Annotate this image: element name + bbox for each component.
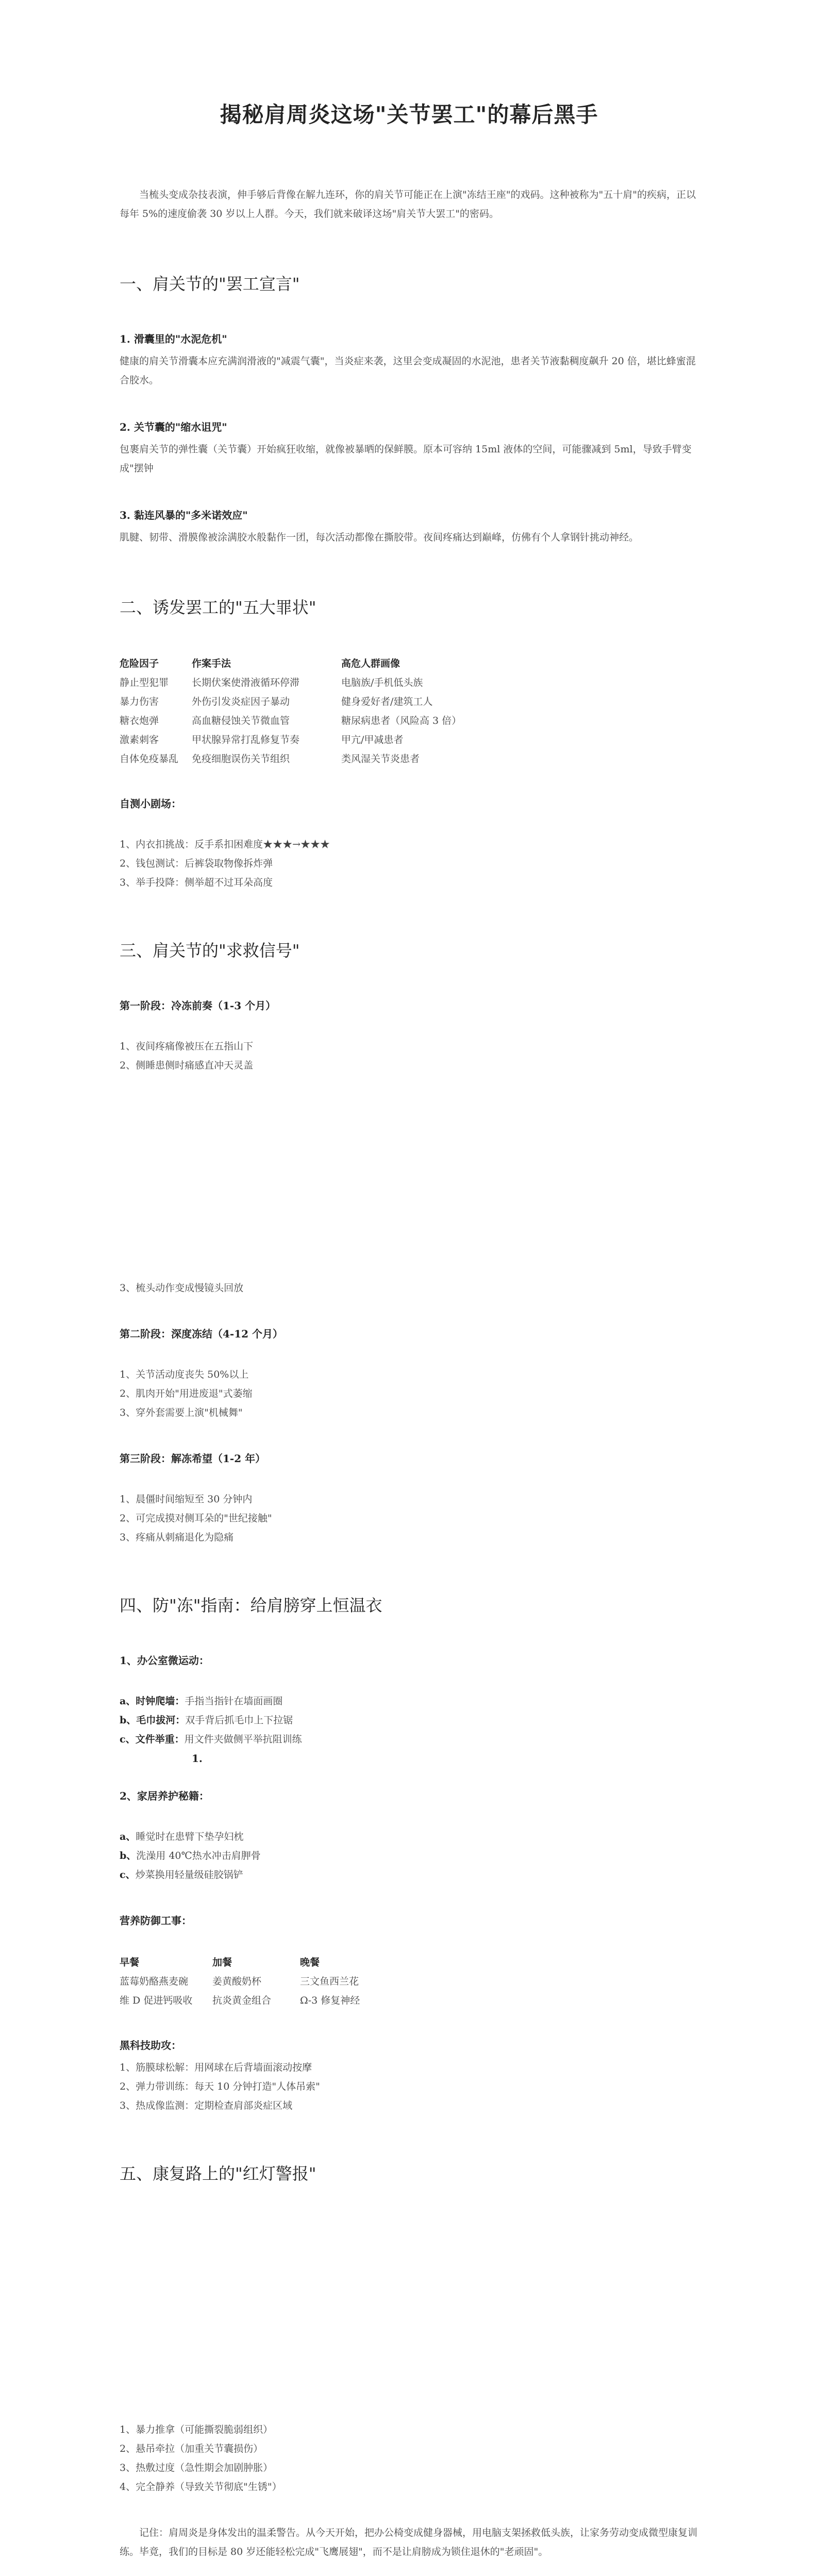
table-cell: 长期伏案使滑液循环停滞 xyxy=(192,677,300,688)
list-item: 1、关节活动度丧失 50%以上 xyxy=(120,1369,249,1380)
section-1 xyxy=(120,271,698,547)
table-header: 晚餐 xyxy=(300,1957,320,1968)
item-title: 3. 黏连风暴的"多米诺效应" xyxy=(120,509,248,521)
table-cell: 甲状腺异常打乱修复节奏 xyxy=(192,734,300,745)
page-title: 揭秘肩周炎这场"关节罢工"的幕后黑手 xyxy=(220,102,598,127)
list-item: 3、举手投降：侧举超不过耳朵高度 xyxy=(120,877,273,888)
list-item: c、文件举重：用文件夹做侧平举抗阻训练 xyxy=(120,1734,302,1745)
list-item: a、时钟爬墙：手指当指针在墙面画圈 xyxy=(120,1696,283,1707)
office-title: 1、办公室微运动： xyxy=(120,1654,209,1667)
table-cell: 静止型犯罪 xyxy=(120,677,169,688)
section-heading: 二、诱发罢工的"五大罪状" xyxy=(120,598,316,617)
nutrition-table xyxy=(120,1952,360,2009)
table-cell: 维 D 促进钙吸收 xyxy=(120,1995,193,2006)
table-cell: 糖尿病患者（风险高 3 倍） xyxy=(341,715,462,726)
item-1 xyxy=(120,330,698,390)
list-item: 4、完全静养（导致关节彻底"生锈"） xyxy=(120,2481,282,2493)
list-item: 3、疼痛从刺痛退化为隐痛 xyxy=(120,1532,234,1543)
table-row xyxy=(120,1971,360,1990)
table-cell: 抗炎黄金组合 xyxy=(212,1995,272,2006)
closing-paragraph: 记住：肩周炎是身体发出的温柔警告。从今天开始，把办公椅变成健身器械，用电脑支架拯救低头族，让家务劳动变成微型康复训练。毕竟，我们的目标是 80 岁还能轻松完成"飞鹰展翅"，而不是让肩膀成为锁住退休的"老顽固"。 xyxy=(120,2527,698,2557)
intro-paragraph: 当梳头变成杂技表演，伸手够后背像在解九连环，你的肩关节可能正在上演"冻结王座"的戏码。这种被称为"五十肩"的疾病，正以每年 5%的速度偷袭 30 岁以上人群。今天，我们就来破译这场"肩关节大罢工"的密码。 xyxy=(120,189,696,219)
table-header: 高危人群画像 xyxy=(341,658,400,669)
item-text: 肌腱、韧带、滑膜像被涂满胶水般黏作一团，每次活动都像在撕胶带。夜间疼痛达到巅峰，仿佛有个人拿钢针挑动神经。 xyxy=(120,532,639,543)
list-item: 2、悬吊牵拉（加重关节囊损伤） xyxy=(120,2443,263,2454)
phase-title: 第二阶段：深度冻结（4-12 个月） xyxy=(120,1328,283,1340)
table-cell: 甲亢/甲减患者 xyxy=(341,734,404,745)
table-header: 危险因子 xyxy=(120,658,159,669)
table-row xyxy=(120,691,461,710)
table-cell: 三文鱼西兰花 xyxy=(300,1976,359,1987)
table-header: 作案手法 xyxy=(192,658,231,669)
table-cell: 糖衣炮弹 xyxy=(120,715,159,726)
section-3 xyxy=(120,938,698,1592)
black-tech-title: 黑科技助攻： xyxy=(120,2039,181,2052)
list-item: 2、弹力带训练：每天 10 分钟打造"人体吊索" xyxy=(120,2081,320,2092)
table-header: 加餐 xyxy=(212,1957,232,1968)
list-item: 1、内衣扣挑战：反手系扣困难度★★★→★★★ xyxy=(120,839,330,850)
document-page xyxy=(120,0,698,2562)
list-item: 2、侧睡患侧时痛感直冲天灵盖 xyxy=(120,1060,254,1071)
table-row xyxy=(120,730,461,749)
table-cell: Ω-3 修复神经 xyxy=(300,1995,360,2006)
table-cell: 免疫细胞误伤关节组织 xyxy=(192,753,290,765)
table-row xyxy=(120,672,461,691)
list-item: 1、夜间疼痛像被压在五指山下 xyxy=(120,1041,254,1052)
phase-title: 第三阶段：解冻希望（1-2 年） xyxy=(120,1452,266,1465)
section-heading: 四、防"冻"指南：给肩膀穿上恒温衣 xyxy=(120,1596,382,1615)
table-row xyxy=(120,710,461,730)
item-text: 包裹肩关节的弹性囊（关节囊）开始疯狂收缩，就像被暴晒的保鲜膜。原本可容纳 15ml 液体的空间，可能骤减到 5ml，导致手臂变成"摆钟 xyxy=(120,444,692,474)
list-item: 1、暴力推拿（可能撕裂脆弱组织） xyxy=(120,2424,273,2435)
section-2 xyxy=(120,595,698,938)
section-heading: 五、康复路上的"红灯警报" xyxy=(120,2164,316,2183)
list-item: 1、晨僵时间缩短至 30 分钟内 xyxy=(120,1494,253,1505)
list-item: 2、钱包测试：后裤袋取物像拆炸弹 xyxy=(120,858,273,869)
table-cell: 类风湿关节炎患者 xyxy=(341,753,420,765)
nutrition-title: 营养防御工事： xyxy=(120,1914,192,1927)
list-item: 3、穿外套需要上演"机械舞" xyxy=(120,1407,243,1418)
list-item: a、睡觉时在患臂下垫孕妇枕 xyxy=(120,1831,244,1842)
list-item: 2、肌肉开始"用进废退"式萎缩 xyxy=(120,1388,253,1399)
table-cell: 暴力伤害 xyxy=(120,696,159,707)
list-item: b、洗澡用 40℃热水冲击肩胛骨 xyxy=(120,1850,261,1861)
section-4 xyxy=(120,1592,698,2161)
item-title: 1. 滑囊里的"水泥危机" xyxy=(120,333,227,345)
item-text: 健康的肩关节滑囊本应充满润滑液的"减震气囊"，当炎症来袭，这里会变成凝固的水泥池，患者关节液黏稠度飙升 20 倍，堪比蜂蜜混合胶水。 xyxy=(120,355,696,386)
item-3 xyxy=(120,506,698,547)
risk-factor-table xyxy=(120,653,461,768)
stray-number: 1. xyxy=(192,1752,203,1765)
table-cell: 自体免疫暴乱 xyxy=(120,753,179,765)
list-item: 2、可完成摸对侧耳朵的"世纪接触" xyxy=(120,1513,272,1524)
item-2 xyxy=(120,418,698,478)
phase-title: 第一阶段：冷冻前奏（1-3 个月） xyxy=(120,999,276,1012)
section-5 xyxy=(120,2161,698,2562)
table-cell: 蓝莓奶酪燕麦碗 xyxy=(120,1976,189,1987)
table-cell: 高血糖侵蚀关节微血管 xyxy=(192,715,290,726)
table-cell: 外伤引发炎症因子暴动 xyxy=(192,696,290,707)
section-heading: 一、肩关节的"罢工宣言" xyxy=(120,274,300,294)
list-item: c、炒菜换用轻量级硅胶锅铲 xyxy=(120,1869,243,1880)
list-item: b、毛巾拔河：双手背后抓毛巾上下拉锯 xyxy=(120,1715,293,1726)
table-header: 早餐 xyxy=(120,1957,140,1968)
table-row xyxy=(120,1990,360,2009)
table-row xyxy=(120,749,461,768)
table-cell: 健身爱好者/建筑工人 xyxy=(341,696,433,707)
home-title: 2、家居养护秘籍： xyxy=(120,1790,209,1802)
table-cell: 姜黄酸奶杯 xyxy=(212,1976,262,1987)
list-item: 3、热成像监测：定期检查肩部炎症区域 xyxy=(120,2100,293,2111)
self-test-title: 自测小剧场： xyxy=(120,798,181,810)
list-item: 3、梳头动作变成慢镜头回放 xyxy=(120,1282,244,1294)
table-cell: 激素刺客 xyxy=(120,734,159,745)
list-item: 1、筋膜球松解：用网球在后背墙面滚动按摩 xyxy=(120,2062,312,2073)
item-title: 2. 关节囊的"缩水诅咒" xyxy=(120,421,227,433)
section-heading: 三、肩关节的"求救信号" xyxy=(120,941,300,960)
list-item: 3、热敷过度（急性期会加剧肿胀） xyxy=(120,2462,273,2473)
table-cell: 电脑族/手机低头族 xyxy=(341,677,423,688)
